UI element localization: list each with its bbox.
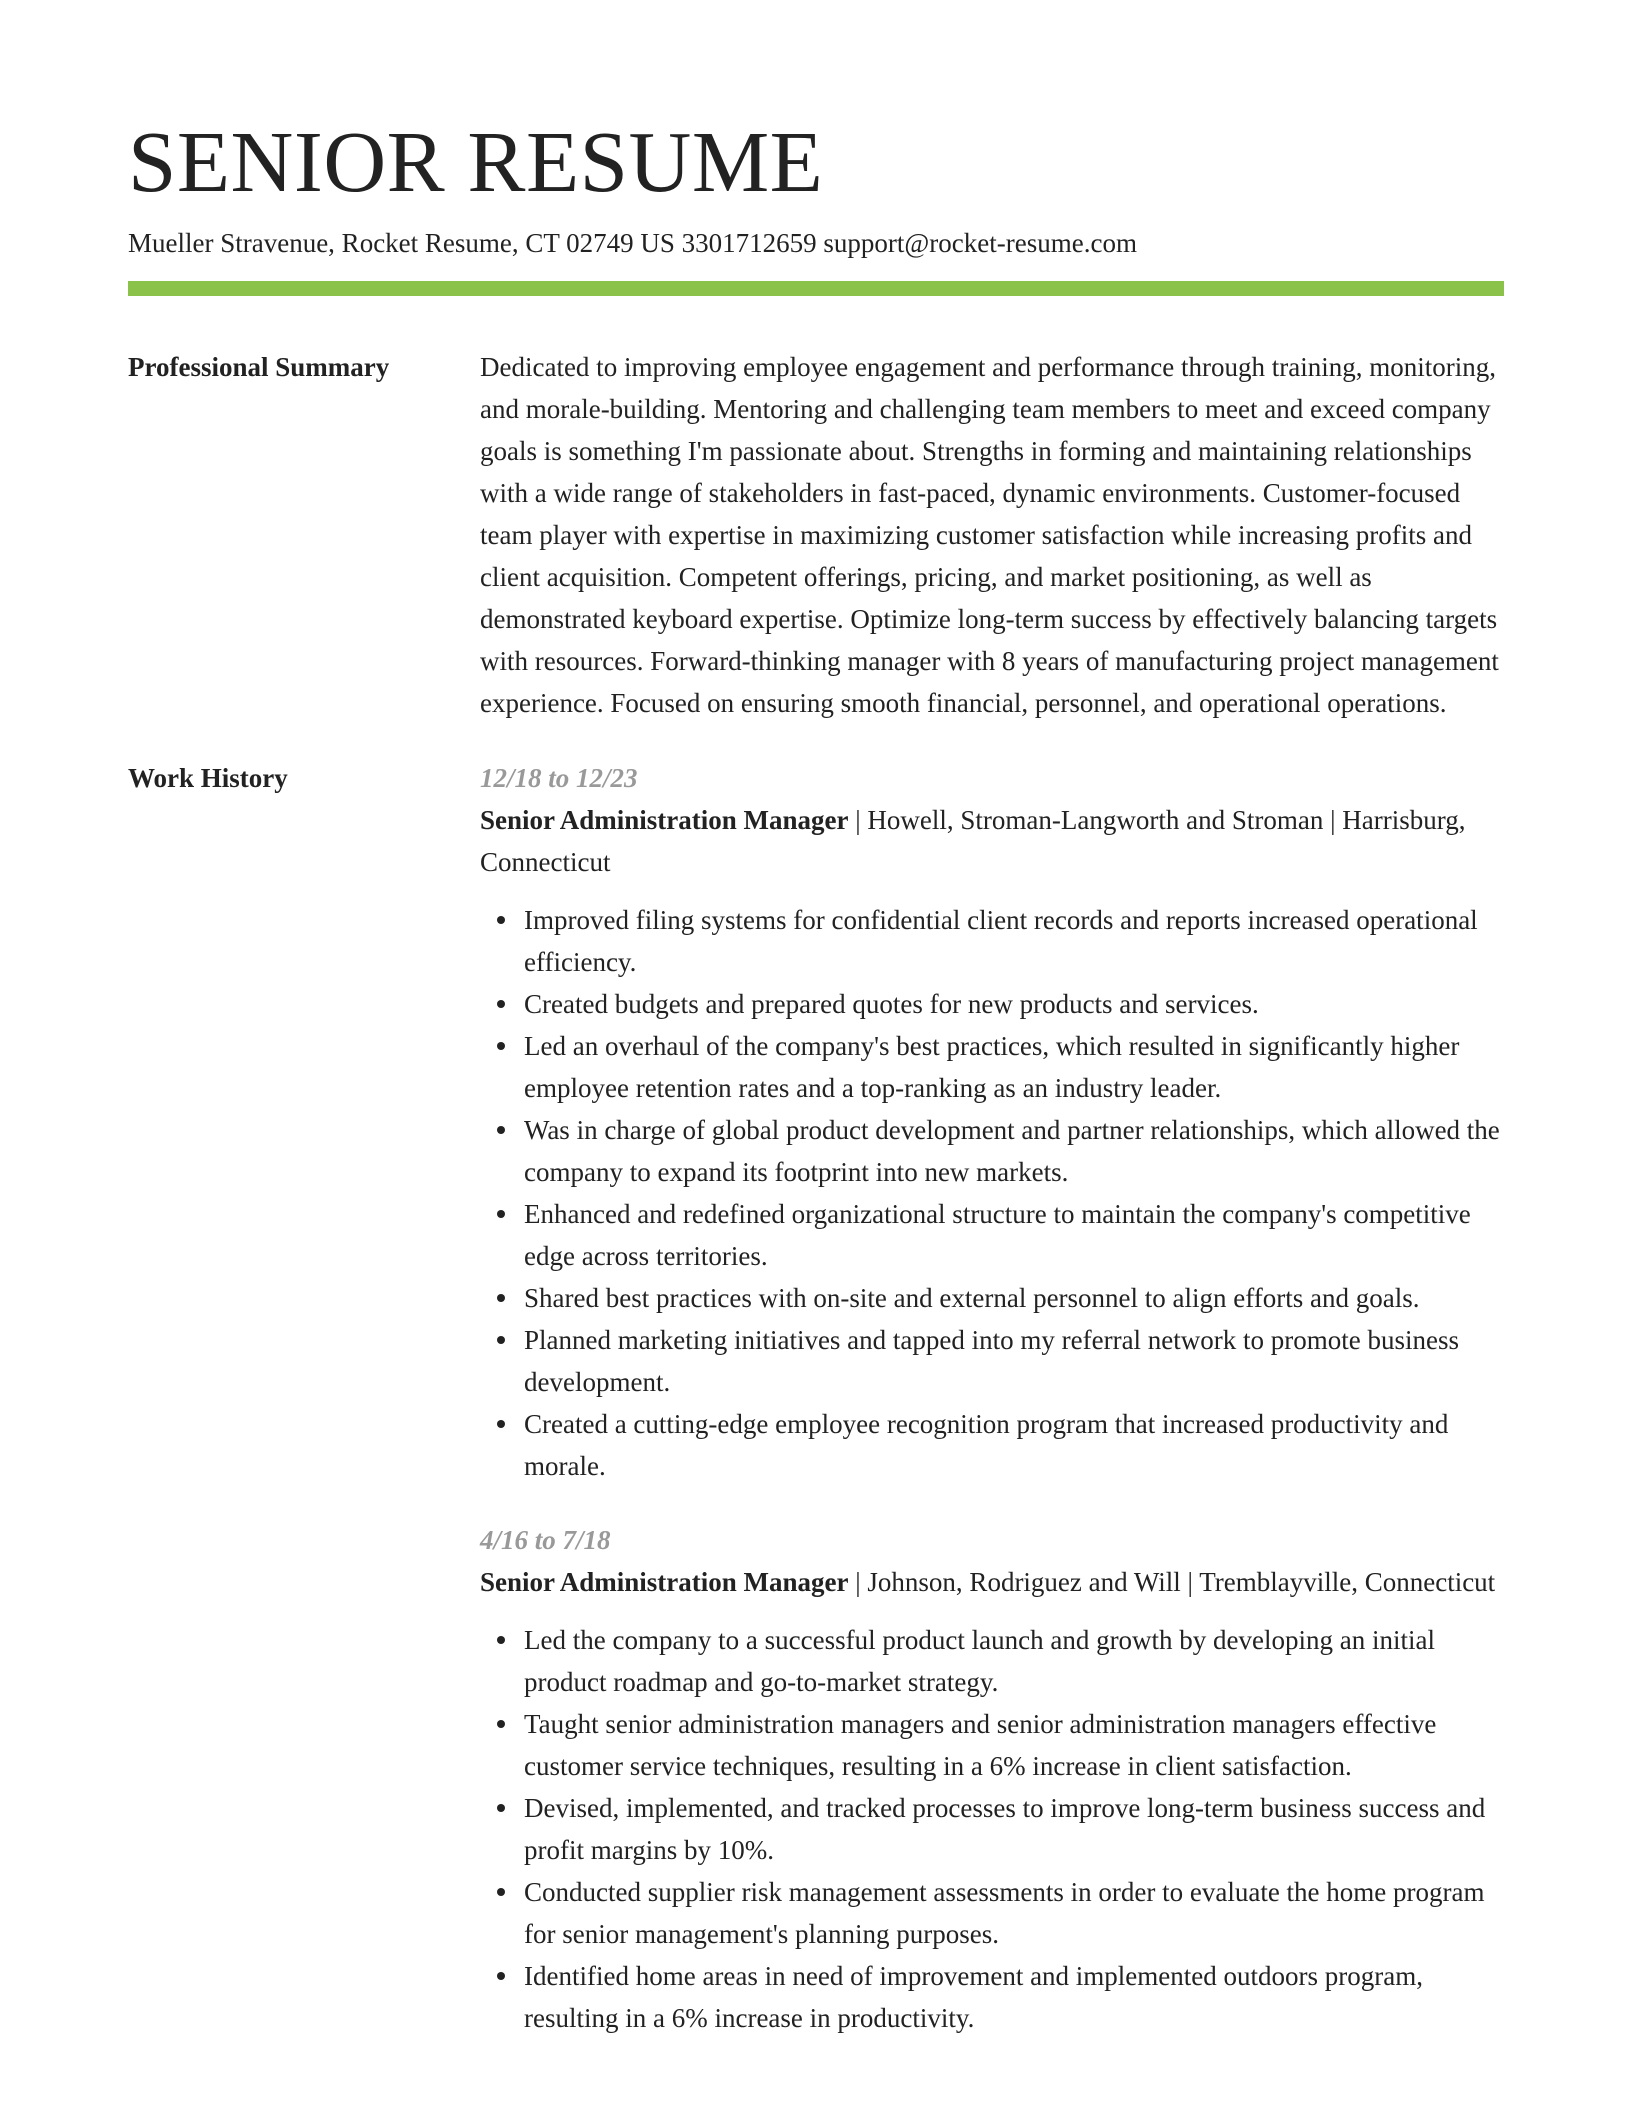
job-bullet: Conducted supplier risk management assessments in order to evaluate the home program for senior management's planning purposes. — [524, 1871, 1504, 1955]
job-bullet: Created budgets and prepared quotes for new products and services. — [524, 983, 1504, 1025]
job-bullet: Improved filing systems for confidential client records and reports increased operational efficiency. — [524, 899, 1504, 983]
job-bullet-list — [480, 1619, 1504, 2039]
job-company-location: | Johnson, Rodriguez and Will | Tremblayville, Connecticut — [848, 1566, 1496, 1597]
job-bullet: Created a cutting-edge employee recognition program that increased productivity and morale. — [524, 1403, 1504, 1487]
job-bullet: Planned marketing initiatives and tapped into my referral network to promote business development. — [524, 1319, 1504, 1403]
job-entry — [480, 1519, 1504, 2039]
job-bullet-list — [480, 899, 1504, 1487]
job-dates: 4/16 to 7/18 — [480, 1524, 611, 1555]
job-bullet: Identified home areas in need of improvement and implemented outdoors program, resulting in a 6% increase in productivity. — [524, 1955, 1504, 2039]
job-bullet: Enhanced and redefined organizational structure to maintain the company's competitive edge across territories. — [524, 1193, 1504, 1277]
section-label-professional-summary: Professional Summary — [128, 351, 390, 382]
job-company-location: | Howell, Stroman-Langworth and Stroman | Harrisburg, Connecticut — [480, 804, 1466, 877]
work-history-body — [480, 757, 1504, 2039]
job-heading — [480, 1561, 1504, 1603]
resume-title: SENIOR RESUME — [128, 113, 824, 210]
section-label-work-history: Work History — [128, 762, 288, 793]
job-bullet: Led the company to a successful product launch and growth by developing an initial product roadmap and go-to-market strategy. — [524, 1619, 1504, 1703]
accent-divider — [128, 281, 1504, 296]
work-history-section — [128, 757, 1504, 2039]
summary-text: Dedicated to improving employee engagement and performance through training, monitoring, and morale-building. Mentoring and challenging team members to meet and exceed company goals is something I'm passionate about. Strengths in forming and maintaining relationships with a wide range of stakeholders in fast-paced, dynamic environments. Customer-focused team player with expertise in maximizing customer satisfaction while increasing profits and client acquisition. Competent offerings, pricing, and market positioning, as well as demonstrated keyboard expertise. Optimize long-term success by effectively balancing targets with resources. Forward-thinking manager with 8 years of manufacturing project management experience. Focused on ensuring smooth financial, personnel, and operational operations. — [480, 351, 1499, 718]
job-bullet: Led an overhaul of the company's best practices, which resulted in significantly higher employee retention rates and a top-ranking as an industry leader. — [524, 1025, 1504, 1109]
job-dates: 12/18 to 12/23 — [480, 762, 638, 793]
job-bullet: Devised, implemented, and tracked processes to improve long-term business success and profit margins by 10%. — [524, 1787, 1504, 1871]
job-entry — [480, 757, 1504, 1487]
job-title: Senior Administration Manager — [480, 1566, 849, 1597]
job-bullet: Was in charge of global product development and partner relationships, which allowed the company to expand its footprint into new markets. — [524, 1109, 1504, 1193]
job-heading — [480, 799, 1504, 883]
job-bullet: Taught senior administration managers and senior administration managers effective customer service techniques, resulting in a 6% increase in client satisfaction. — [524, 1703, 1504, 1787]
contact-info: Mueller Stravenue, Rocket Resume, CT 02749 US 3301712659 support@rocket-resume.com — [128, 228, 1137, 258]
professional-summary-section — [128, 346, 1504, 724]
job-bullet: Shared best practices with on-site and external personnel to align efforts and goals. — [524, 1277, 1504, 1319]
job-title: Senior Administration Manager — [480, 804, 849, 835]
